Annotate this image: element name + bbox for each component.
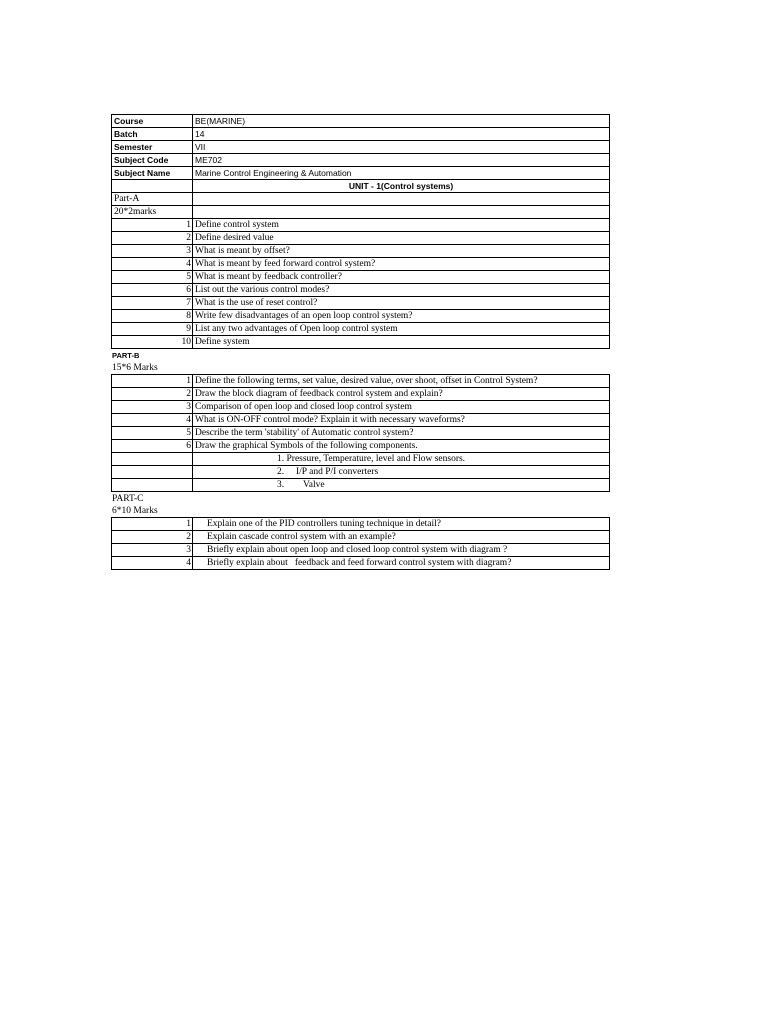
table-row	[112, 310, 610, 323]
part-b-marks: 15*6 Marks	[112, 363, 158, 373]
table-row	[112, 414, 610, 427]
question-bank-sheet	[111, 114, 610, 570]
table-row	[112, 323, 610, 336]
question-number: 2	[112, 531, 193, 544]
table-row	[112, 258, 610, 271]
question-number: 5	[112, 427, 193, 440]
part-a-marks-spacer	[193, 206, 610, 219]
table-row	[112, 219, 610, 232]
question-text: Draw the block diagram of feedback control system and explain?	[193, 388, 610, 401]
question-text: Explain one of the PID controllers tuning technique in detail?	[193, 518, 610, 531]
question-number: 10	[112, 336, 193, 349]
subject-code-key: Subject Code	[112, 154, 193, 167]
question-number: 4	[112, 258, 193, 271]
table-row	[112, 440, 610, 453]
question-number: 2	[112, 388, 193, 401]
table-row	[112, 284, 610, 297]
table-row	[112, 375, 610, 388]
part-c-marks: 6*10 Marks	[112, 506, 158, 516]
batch-value: 14	[193, 128, 610, 141]
table-row	[112, 427, 610, 440]
part-a-label: Part-A	[112, 193, 193, 206]
question-text: Define desired value	[193, 232, 610, 245]
batch-key: Batch	[112, 128, 193, 141]
question-number: 1	[112, 518, 193, 531]
table-row	[112, 557, 610, 570]
question-text: Write few disadvantages of an open loop control system?	[193, 310, 610, 323]
part-b-label: PART-B	[112, 351, 140, 360]
table-row-sub-item	[112, 466, 610, 479]
question-number: 3	[112, 544, 193, 557]
table-row	[112, 531, 610, 544]
table-row	[112, 271, 610, 284]
table-row	[112, 388, 610, 401]
question-number: 3	[112, 401, 193, 414]
unit-title-spacer	[112, 180, 193, 193]
question-number: 1	[112, 219, 193, 232]
part-a-marks: 20*2marks	[112, 206, 193, 219]
question-text: Draw the graphical Symbols of the following components.	[193, 440, 610, 453]
subject-code-value: ME702	[193, 154, 610, 167]
part-c-table	[111, 517, 610, 570]
subject-name-key: Subject Name	[112, 167, 193, 180]
table-row	[112, 544, 610, 557]
course-value: BE(MARINE)	[193, 115, 610, 128]
question-number: 3	[112, 245, 193, 258]
sub-item-spacer	[112, 466, 193, 479]
table-row	[112, 297, 610, 310]
question-text: What is meant by feedback controller?	[193, 271, 610, 284]
question-number: 6	[112, 284, 193, 297]
question-number: 8	[112, 310, 193, 323]
question-number: 5	[112, 271, 193, 284]
question-number: 7	[112, 297, 193, 310]
semester-value: VII	[193, 141, 610, 154]
part-a-label-row	[112, 193, 610, 206]
part-a-label-spacer	[193, 193, 610, 206]
question-text: Explain cascade control system with an example?	[193, 531, 610, 544]
table-row	[112, 245, 610, 258]
question-text: List out the various control modes?	[193, 284, 610, 297]
table-row	[112, 518, 610, 531]
table-row-sub-item	[112, 479, 610, 492]
part-c-label: PART-C	[112, 494, 144, 504]
header-row-course	[112, 115, 610, 128]
sub-item-text: 2. I/P and P/I converters	[193, 466, 610, 479]
header-table	[111, 114, 610, 349]
question-text: What is ON-OFF control mode? Explain it with necessary waveforms?	[193, 414, 610, 427]
sub-item-spacer	[112, 479, 193, 492]
header-row-semester	[112, 141, 610, 154]
table-row	[112, 232, 610, 245]
question-text: Define control system	[193, 219, 610, 232]
header-row-subject-name	[112, 167, 610, 180]
course-key: Course	[112, 115, 193, 128]
question-text: Define system	[193, 336, 610, 349]
table-row-sub-item	[112, 453, 610, 466]
question-text: What is meant by feed forward control system?	[193, 258, 610, 271]
unit-title-row	[112, 180, 610, 193]
part-b-table	[111, 374, 610, 492]
semester-key: Semester	[112, 141, 193, 154]
question-number: 9	[112, 323, 193, 336]
header-row-subject-code	[112, 154, 610, 167]
question-number: 4	[112, 414, 193, 427]
question-text: Describe the term 'stability' of Automatic control system?	[193, 427, 610, 440]
question-text: List any two advantages of Open loop control system	[193, 323, 610, 336]
sub-item-spacer	[112, 453, 193, 466]
table-row	[112, 401, 610, 414]
header-row-batch	[112, 128, 610, 141]
table-row	[112, 336, 610, 349]
sub-item-text: 3. Valve	[193, 479, 610, 492]
question-text: What is meant by offset?	[193, 245, 610, 258]
question-number: 6	[112, 440, 193, 453]
sub-item-text: 1. Pressure, Temperature, level and Flow sensors.	[193, 453, 610, 466]
question-number: 4	[112, 557, 193, 570]
question-text: Comparison of open loop and closed loop control system	[193, 401, 610, 414]
part-a-marks-row	[112, 206, 610, 219]
question-text: Briefly explain about open loop and closed loop control system with diagram ?	[193, 544, 610, 557]
question-text: What is the use of reset control?	[193, 297, 610, 310]
question-text: Briefly explain about feedback and feed forward control system with diagram?	[193, 557, 610, 570]
subject-name-value: Marine Control Engineering & Automation	[193, 167, 610, 180]
question-number: 1	[112, 375, 193, 388]
unit-title: UNIT - 1(Control systems)	[193, 180, 610, 193]
question-number: 2	[112, 232, 193, 245]
question-text: Define the following terms, set value, desired value, over shoot, offset in Control System?	[193, 375, 610, 388]
